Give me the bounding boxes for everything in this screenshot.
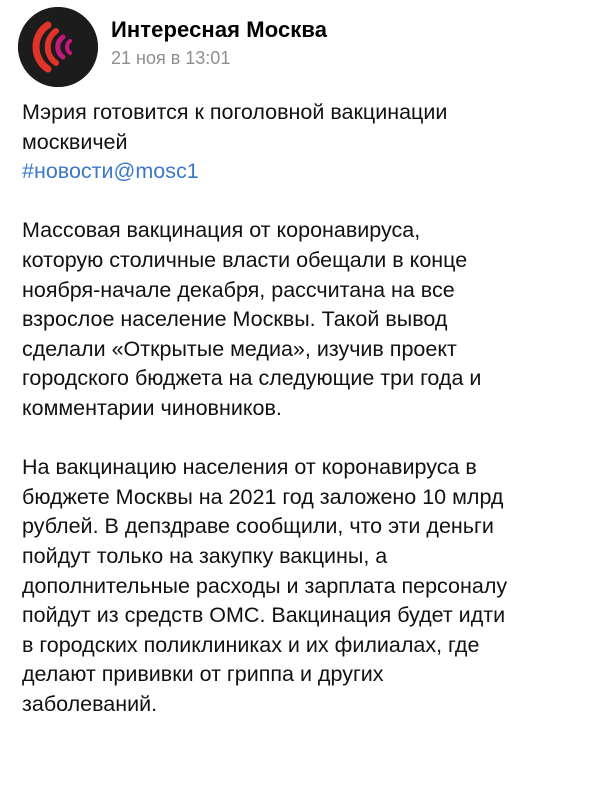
text-line: сделали «Открытые медиа», изучив проект (22, 336, 457, 361)
paragraph-gap (22, 187, 582, 217)
text-line: комментарии чиновников. (22, 395, 282, 420)
text-line: ноября-начале декабря, рассчитана на все (22, 277, 455, 302)
hashtag-link[interactable]: #новости@mosc1 (22, 159, 199, 184)
paragraph-1 (22, 216, 582, 423)
post-body (22, 98, 582, 719)
paragraph-gap (22, 424, 582, 454)
community-name[interactable]: Интересная Москва (111, 16, 328, 42)
post-header (22, 0, 582, 80)
text-line: взрослое население Москвы. Такой вывод (22, 307, 448, 332)
text-line: заболеваний. (22, 691, 158, 716)
text-line: Массовая вакцинация от коронавируса, (22, 218, 421, 243)
text-line: пойдут только на закупку вакцины, а (22, 543, 388, 568)
text-line: в городских поликлиниках и их филиалах, где (22, 632, 480, 657)
text-line: На вакцинацию населения от коронавируса в (22, 455, 477, 480)
text-line: дополнительные расходы и зарплата персоналу (22, 573, 508, 598)
text-line: делают прививки от гриппа и других (22, 662, 384, 687)
community-avatar[interactable] (18, 7, 98, 87)
paragraph-2 (22, 453, 582, 719)
headline-line: Мэрия готовится к поголовной вакцинации (22, 100, 448, 124)
text-line: городского бюджета на следующие три года и (22, 366, 482, 391)
text-line: бюджете Москвы на 2021 год заложено 10 млрд (22, 484, 504, 509)
post-timestamp[interactable]: 21 ноя в 13:01 (111, 47, 231, 68)
text-line: рублей. В депздраве сообщили, что эти деньги (22, 514, 494, 539)
text-line: которую столичные власти обещали в конце (22, 247, 468, 272)
headline-line: москвичей (22, 129, 128, 154)
text-line: пойдут из средств ОМС. Вакцинация будет идти (22, 603, 506, 628)
community-logo-icon (18, 7, 98, 87)
header-text (111, 16, 327, 70)
